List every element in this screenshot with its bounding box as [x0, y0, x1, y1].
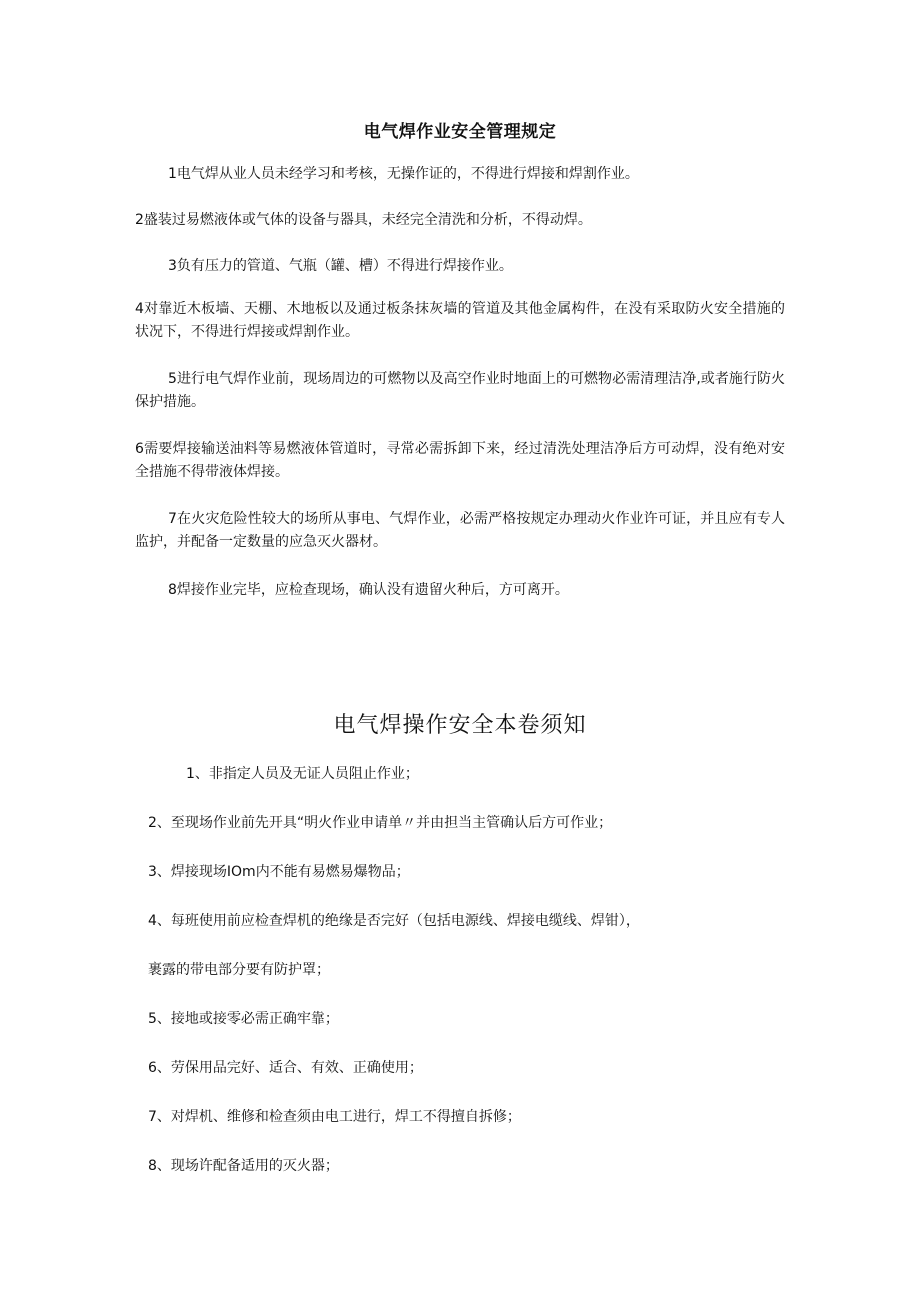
rule-3: 3负有压力的管道、气瓶（罐、槽）不得进行焊接作业。: [168, 258, 513, 274]
notice-item-1: 1、非指定人员及无证人员阻止作业；: [186, 766, 419, 782]
notice-item-8: 8、现场许配备适用的灭火器；: [148, 1158, 339, 1174]
section1-title: 电气焊作业安全管理规定: [363, 122, 557, 142]
section2-title: 电气焊操作安全本卷须知: [333, 713, 587, 738]
rule-6: 6需要焊接输送油料等易燃液体管道时，寻常必需拆卸下来，经过清洗处理洁净后方可动焊，没有绝对安全措施不得带液体焊接。: [135, 441, 785, 480]
notice-item-4-continued: 裹露的带电部分要有防护罩；: [148, 962, 330, 978]
notice-item-5: 5、接地或接零必需正确牢靠；: [148, 1011, 339, 1027]
rule-8: 8焊接作业完毕，应检查现场，确认没有遗留火种后，方可离开。: [168, 582, 569, 598]
rule-4: 4对靠近木板墙、天棚、木地板以及通过板条抹灰墙的管道及其他金属构件，在没有采取防火安全措施的状况下，不得进行焊接或焊割作业。: [135, 301, 785, 340]
rule-1: 1电气焊从业人员未经学习和考核，无操作证的，不得进行焊接和焊割作业。: [168, 166, 639, 182]
notice-item-4: 4、每班使用前应检查焊机的绝缘是否完好（包括电源线、焊接电缆线、焊钳），: [148, 913, 640, 929]
notice-item-2: 2、至现场作业前先开具“明火作业申请单〃并由担当主管确认后方可作业；: [148, 815, 613, 831]
rule-7: 7在火灾危险性较大的场所从事电、气焊作业，必需严格按规定办理动火作业许可证，并且应有专人监护，并配备一定数量的应急灭火器材。: [135, 511, 785, 550]
rule-2: 2盛装过易燃液体或气体的设备与器具，未经完全清洗和分析，不得动焊。: [135, 212, 592, 228]
notice-item-6: 6、劳保用品完好、适合、有效、正确使用；: [148, 1060, 423, 1076]
notice-item-3: 3、焊接现场IOm内不能有易燃易爆物品；: [148, 864, 410, 880]
rule-5: 5进行电气焊作业前，现场周边的可燃物以及高空作业时地面上的可燃物必需清理洁净,或者施行防火保护措施。: [135, 371, 785, 410]
notice-item-7: 7、对焊机、维修和检查须由电工进行，焊工不得擅自拆修；: [148, 1109, 521, 1125]
